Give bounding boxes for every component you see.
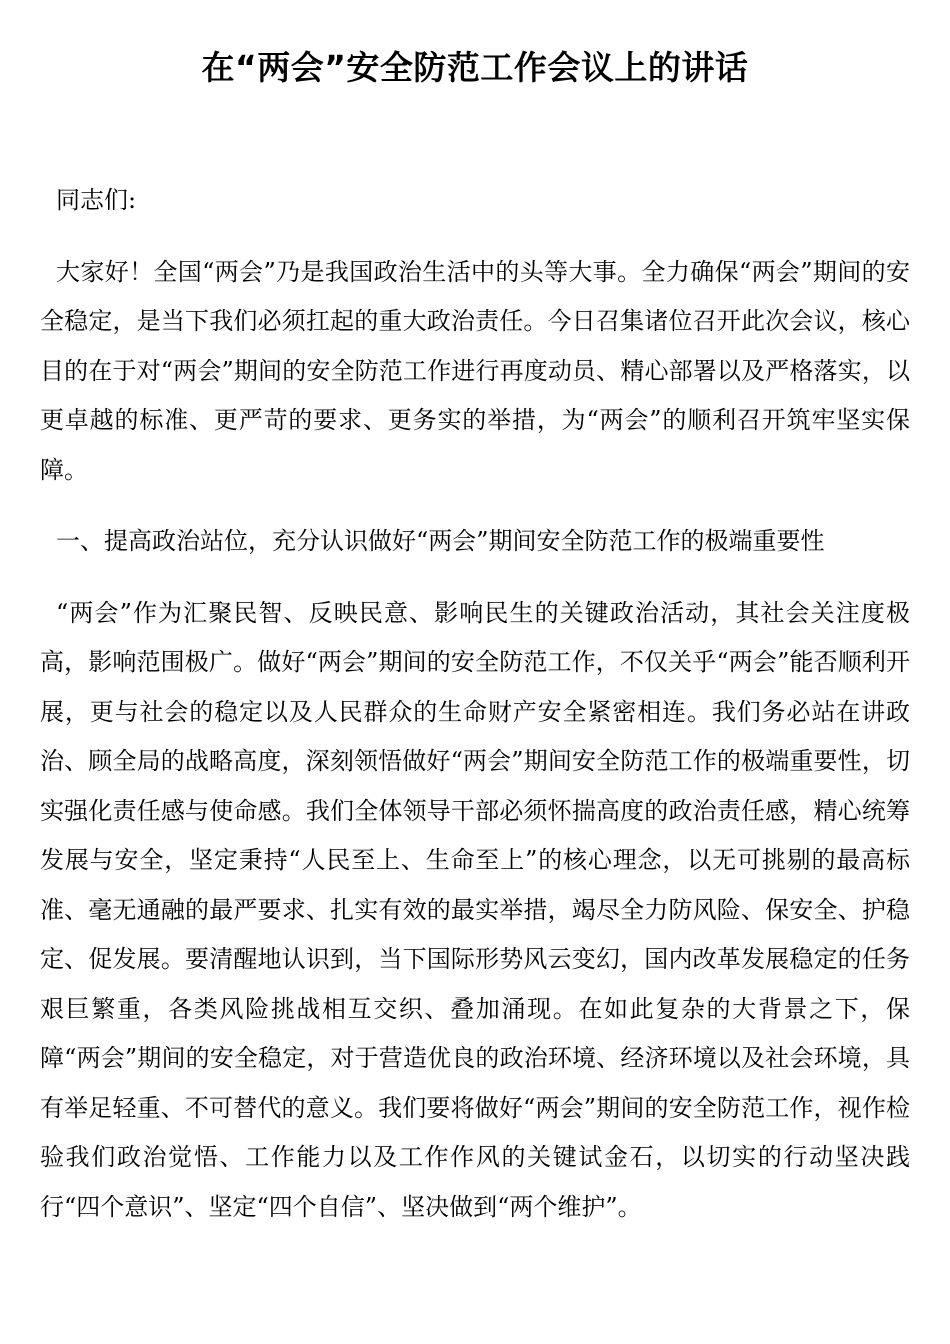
salutation: 同志们: — [56, 186, 137, 214]
paragraph-section-1: “两会”作为汇聚民智、反映民意、影响民生的关键政治活动，其社会关注度极高，影响范围极广。做好“两会”期间的安全防范工作，不仅关乎“两会”能否顺利开展，更与社会的稳定以及人民群众的生命财产安全紧密相连。我们务必站在讲政治、顾全局的战略高度，深刻领悟做好“两会”期间安全防范工作的极端重要性，切实强化责任感与使命感。我们全体领导干部必须怀揣高度的政治责任感，精心统筹发展与安全，坚定秉持“人民至上、生命至上”的核心理念，以无可挑剔的最高标准、毫无通融的最严要求、扎实有效的最实举措，竭尽全力防风险、保安全、护稳定、促发展。要清醒地认识到，当下国际形势风云变幻，国内改革发展稳定的任务艰巨繁重，各类风险挑战相互交织、叠加涌现。在如此复杂的大背景之下，保障“两会”期间的安全稳定，对于营造优良的政治环境、经济环境以及社会环境，具有举足轻重、不可替代的意义。我们要将做好“两会”期间的安全防范工作，视作检验我们政治觉悟、工作能力以及工作作风的关键试金石，以切实的行动坚决践行“四个意识”、坚定“四个自信”、坚决做到“两个维护”。 — [40, 598, 910, 1221]
section-heading-1: 一、提高政治站位，充分认识做好“两会”期间安全防范工作的极端重要性 — [56, 527, 825, 555]
document-body — [40, 176, 910, 1232]
paragraph-greeting: 大家好！全国“两会”乃是我国政治生活中的头等大事。全力确保“两会”期间的安全稳定，是当下我们必须扛起的重大政治责任。今日召集诸位召开此次会议，核心目的在于对“两会”期间的安全防范工作进行再度动员、精心部署以及严格落实，以更卓越的标准、更严苛的要求、更务实的举措，为“两会”的顺利召开筑牢坚实保障。 — [40, 257, 910, 484]
document-title: 在“两会”安全防范工作会议上的讲话 — [201, 48, 749, 87]
